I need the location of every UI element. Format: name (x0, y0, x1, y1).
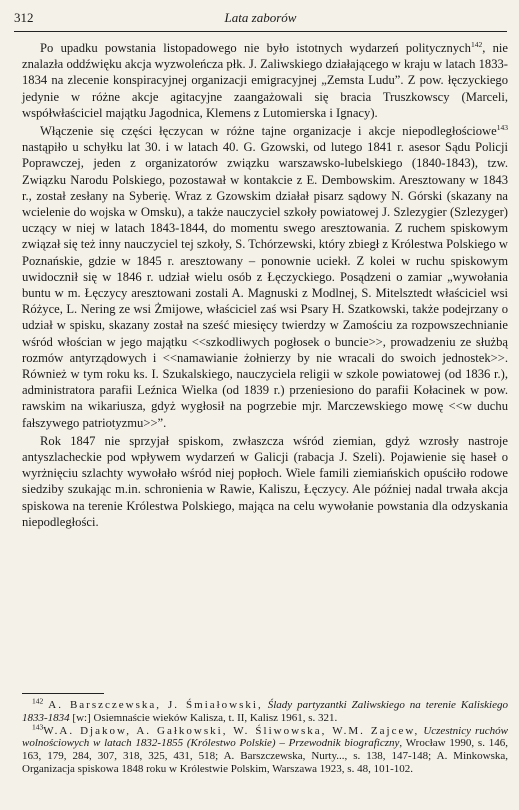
footnote-142-rest: [w:] Osiemnaście wieków Kalisza, t. II, Kalisz 1961, s. 321. (69, 711, 338, 724)
running-title: Lata zaborów (224, 10, 297, 25)
footnote-143 (22, 721, 508, 776)
footnote-divider (22, 693, 104, 694)
paragraph-3: Rok 1847 nie sprzyjał spiskom, zwłaszcza wśród ziemian, gdyż wzrosły nastroje antyszlacheckie pod wpływem wydarzeń w Galicji (rabacja J. Szeli). Pojawienie się haseł o wyrżnięciu szlachty wywołało wśród niej popłoch. Wiele famili ziemiańskich opuściło rodowe siedziby szukając m.in. schronienia w Rawie, Kaliszu, Łęczycy. Ale później nadal trwała akcja spiskowa na terenie Królestwa Polskiego, mająca na celu wywołanie powstania dla odzyskania niepodległości. (22, 433, 508, 529)
footnote-ref-142: 142 (470, 39, 483, 49)
main-text (22, 40, 508, 532)
footnotes (22, 696, 508, 776)
paragraph-2 (22, 123, 508, 431)
footnote-143-number: 143 (32, 721, 44, 731)
paragraph-1-text-a: Po upadku powstania listopadowego nie było istotnych wydarzeń politycznych (40, 41, 471, 55)
footnote-142-title: Ślady partyzantki Zaliwskiego na terenie Kaliskiego 1833-1834 (22, 699, 508, 724)
paragraph-2-text-a: Włączenie się części łęczycan w różne tajne organizacje i akcje niepodległościowe (40, 124, 497, 139)
footnote-142-number: 142 (32, 696, 44, 706)
footnote-ref-143: 143 (496, 122, 508, 132)
paragraph-1 (22, 40, 508, 121)
running-header (14, 9, 507, 32)
footnote-142-authors: A. Barszczewska, J. Śmiałowski, (48, 699, 263, 711)
paragraph-2-text-b: nastąpiło u schyłku lat 30. i w latach 40. G. Gzowski, od lutego 1841 r. asesor Sądu Policji Poprawczej, jeden z organizatorów związku warszawsko-lubelskiego (1840-1843), tzw. Związku Narodu Polskiego, pozostawał w kontakcie z E. Dembowskim. Aresztowany w 1843 r., został zesłany na Syberię. Wraz z Gzowskim działał pisarz sądowy N. Górski (skazany na wcielenie do wojska w Omsku), a także nauczyciel szkoły powiatowej J. Szlezygier (Szlezyger) uczący w niej w latach 1843-1844, do momentu swego aresztowania. Z ruchem spiskowym związał się też inny nauczyciel tej szkoły, S. Tchórzewski, który zbiegł z Królestwa Polskiego w Poznańskie, gdzie w 1845 r. aresztowany – ponownie uciekł. Z kolei w ruchu spiskowym uwidocznił się w 1846 r. udział wielu osób z Łęczyckiego. Posądzeni o zamiar „wywołania buntu w m. Łęczycy aresztowani zostali A. Magnuski z Modlnej, S. Mitelsztedt właściciel wsi Różyce, L. Nering ze wsi Żmijowe, właściciel zaś wsi Psary H. Szatkowski, także podejrzany o udział w spisku, skazany został na sześć miesięcy twierdzy w Zamościu za rozpowszechnianie wśród włościan w jego majątku <<szkodliwych pogłosek o buncie>>, prowadzeniu ze służbą rozmów antyrządowych i <<namawianie żołnierzy by nie wracali do swoich jednostek>>. Również w tym roku ks. I. Szukalskiego, nauczyciela religii w szkole powiatowej (od 1836 r.), administratora parafii Leźnica Wielka (od 1839 r.) przeniesiono do parafii Kołacinek w pow. rawskim na wikariusza, gdyż wygłosił na pogrzebie mjr. Marczewskiego mowę <<w duchu fałszywego patriotyzmu>>”. (22, 140, 508, 430)
footnote-142 (22, 696, 508, 725)
footnote-143-authors: W.A. Djakow, A. Gałkowski, W. Śliwowska, W.M. Zajcew, (43, 724, 420, 737)
footnote-143-rest: , Wrocław 1990, s. 146, 163, 179, 284, 307, 318, 325, 431, 518; A. Barszczewska, Nurty..., s. 138, 147-148; A. Minkowska, Organizacja spiskowa 1848 roku w Królestwie Polskim, Warszawa 1923, s. 48, 101-102. (22, 737, 508, 775)
paragraph-1-text-b: , nie znalazła oddźwięku akcja wyzwoleńcza płk. J. Zaliwskiego działającego w kraju w latach 1833-1834 na zlecenie konspiracyjnej organizacji emigracyjnej „Zemsta Ludu”. Z pow. łęczyckiego jedynie w różne akcje agitacyjne zaangażowali się bracia Truszkowscy (Marceli, współwłaściciel majątku Jagodnica, Klemens z Lutomierska i Ignacy). (22, 41, 509, 120)
footnote-143-title: Uczestnicy ruchów wolnościowych w latach 1832-1855 (Królestwo Polskie) – Przewodnik biograficzny (22, 724, 508, 750)
page-number: 312 (14, 10, 34, 25)
